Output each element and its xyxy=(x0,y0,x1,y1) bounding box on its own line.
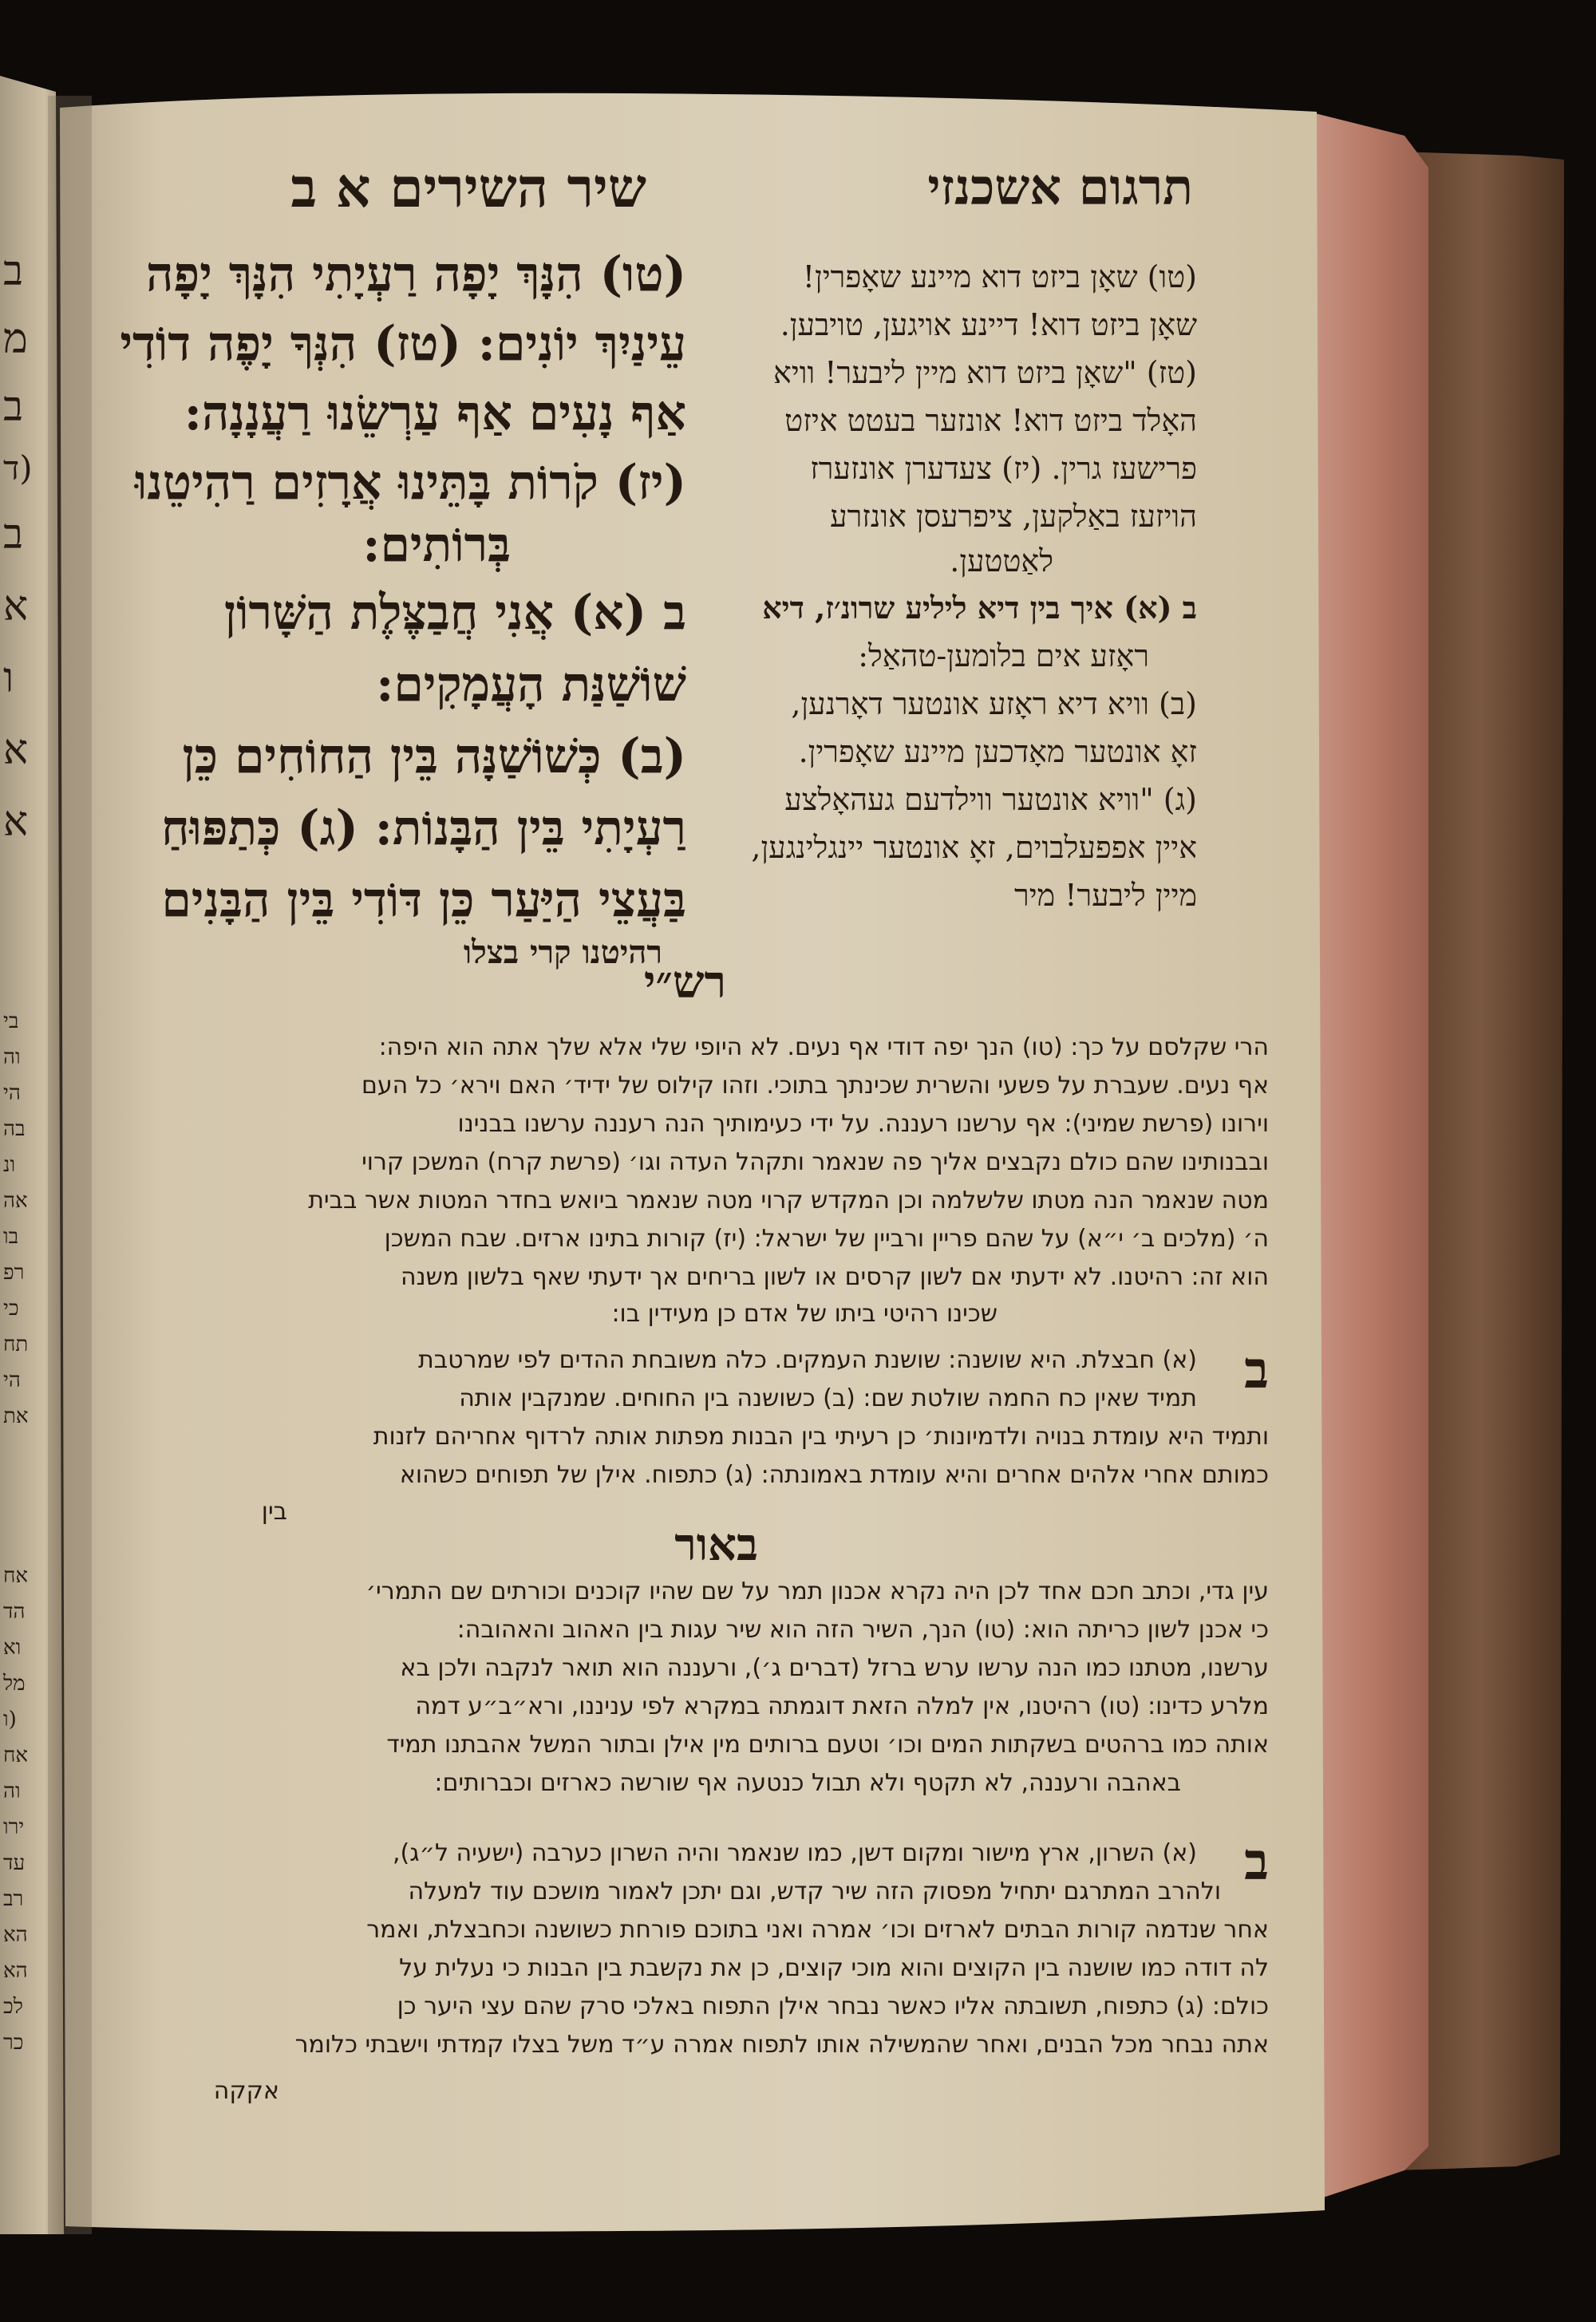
left-margin-glyph: בה xyxy=(3,1117,26,1141)
left-margin-glyph: הא xyxy=(3,1959,28,1983)
left-margin-glyph: הי xyxy=(3,1081,21,1105)
hebrew-line: בַּעֲצֵי הַיַּעַר כֵּן דּוֹדִי בֵּין הַבָּנִים xyxy=(161,872,686,928)
biur-line: ולהרב המתרגם יתחיל מפסוק הזה שיר קדש, וגם יתכן לאמור מושכם עוד למעלה xyxy=(408,1878,1221,1905)
biur-line: אחר שנדמה קורות הבתים לארזים וכו׳ אמרה ואני בתוכם פורחת כשושנה וכחבצלת, ואמר xyxy=(366,1916,1269,1944)
left-margin-glyph: הד xyxy=(3,1600,26,1624)
biur-line: (א) השרון, ארץ מישור ומקום דשן, כמו שנאמר והיה השרון כערבה (ישעיה ל״ג), xyxy=(393,1839,1197,1867)
biur-line: מלרע כדינו: (טו) רהיטנו, אין למלה הזאת דוגמתה במקרא לפי עניננו, ורא״ב״ע דמה xyxy=(415,1692,1269,1720)
yiddish-line: לאַטטען. xyxy=(950,543,1053,579)
rashi-line: (א) חבצלת. היא שושנה: שושנת העמקים. כלה משובחת ההדים לפי שמרטבת xyxy=(418,1346,1197,1374)
hebrew-line: (טו) הִנָּךְ יָפָה רַעְיָתִי הִנָּךְ יָפָה xyxy=(145,247,686,302)
rashi-line: וירונו (פרשת שמיני): אף ערשנו רעננה. על ידי כעימותיך הנה רעננה ערשנו בבנינו xyxy=(457,1110,1269,1138)
left-margin-glyph: בו xyxy=(3,1225,19,1249)
hebrew-line: בְּרוֹתִים: xyxy=(362,517,511,573)
hebrew-line: (יז) קֹרוֹת בָּתֵּינוּ אֲרָזִים רַהִיטֵנוּ xyxy=(134,455,686,511)
hebrew-line: אַף נָעִים אַף עַרְשֵׂנוּ רַעֲנָנָה: xyxy=(184,385,686,441)
yiddish-line: (טו) שאָן ביזט דוא מיינע שאָפרין! xyxy=(802,259,1197,294)
biur-line: כולם: (ג) כתפוח, תשובתה אליו כאשר נבחר אילן התפוח באלכי סרק שהם עצי היער כן xyxy=(397,1992,1269,2020)
biur-line: אתה נבחר מכל הבנים, ואחר שהמשילה אותו לתפוח אמרה ע״ד משל בצלו קמדתי וישבתי כלומר xyxy=(294,2031,1269,2059)
main-page xyxy=(56,94,1317,2233)
left-margin-glyph: אח xyxy=(3,1564,28,1588)
catchword: אקקה xyxy=(213,2077,279,2105)
yiddish-line: ראָזע אים בלומען-טהאַל: xyxy=(858,638,1149,673)
rashi-line: ה׳ (מלכים ב׳ י״א) על שהם פריין ורביין של ישראל: (יז) קורות בתינו ארזים. שבח המשכן xyxy=(384,1225,1269,1253)
left-margin-glyph: בי xyxy=(3,1009,19,1033)
left-margin-glyph: ו xyxy=(3,654,14,702)
left-margin-glyph: ב xyxy=(3,383,24,431)
left-margin-glyph: ב xyxy=(3,511,24,559)
rashi-heading: רש״י xyxy=(643,956,726,1009)
hebrew-line: (ב) כְּשׁוֹשַׁנָּה בֵּין הַחוֹחִים כֵּן xyxy=(182,729,686,784)
rashi-line: אף נעים. שעברת על פשעי והשרית שכינתך בתוכי. וזהו קילוס של ידיד׳ האם וירא׳ כל העם xyxy=(361,1072,1269,1100)
left-margin-glyph: כי xyxy=(3,1297,19,1321)
left-margin-glyph: תח xyxy=(3,1333,29,1356)
rashi-line: ובבנותינו שהם כולם נקבצים אליך פה שנאמר ותקהל העדה וגו׳ (פרשת קרח) המשכן קרוי xyxy=(361,1148,1269,1176)
biur-chapter-marker: ב xyxy=(1244,1832,1269,1892)
yiddish-line: מיין ליבער! מיר xyxy=(1014,878,1197,913)
yiddish-line: האָלד ביזט דוא! אונזער בעטט איזט xyxy=(784,403,1197,438)
yiddish-line: (ג) "וויא אונטער ווילדעם געהאָלצע xyxy=(784,782,1197,817)
biur-line: כי אכנן לשון כריתה הוא: (טו) הנך, השיר הזה הוא שיר עגות בין האהוב והאהובה: xyxy=(456,1616,1269,1644)
left-margin-glyph: את xyxy=(3,1404,29,1428)
left-margin-glyph: וא xyxy=(3,1636,22,1660)
left-margin-glyph: (ו xyxy=(3,1708,17,1732)
yiddish-line: (ב) וויא דיא ראָזע אונטער דאָרנען, xyxy=(791,686,1197,721)
left-margin-glyph: רפ xyxy=(3,1261,25,1285)
biur-line: לה דודה כמו שושנה בין הקוצים והוא מוכי קוצים, כן את נקשבת בין הבנות כי נעלית על xyxy=(399,1954,1269,1982)
header-left-title: תרגום אשכנזי xyxy=(927,158,1193,216)
header-right-title: שיר השירים א ב xyxy=(290,156,646,220)
hebrew-line: רַעְיָתִי בֵּין הַבָּנוֹת: (ג) כְּתַפּוּחַ xyxy=(160,800,686,856)
left-margin-glyph: מ xyxy=(3,315,28,363)
biur-line: ערשנו, מטתנו כמו הנה ערשו ערש ברזל (דברים ג׳), ורעננה הוא תואר לנקבה ולכן בא xyxy=(400,1654,1269,1682)
left-margin-glyph: (ד xyxy=(3,448,33,488)
rashi-line: כמותם אחרי אלהים אחרים והיא עומדת באמונתה: (ג) כתפוח. אילן של תפוחים כשהוא xyxy=(399,1461,1269,1489)
left-margin-glyph: ירו xyxy=(3,1815,25,1839)
rashi-line: ותמיד היא עומדת בנויה ולדמיונות׳ כן רעיתי בין הבנות מפתות אותה לרדוף אחריהם לזנות xyxy=(373,1423,1269,1451)
left-margin-glyph: אה xyxy=(3,1189,28,1213)
left-margin-glyph: וה xyxy=(3,1045,21,1069)
hebrew-qere-note: רהיטנו קרי בצלו xyxy=(463,934,662,971)
yiddish-line: הויזעז באַלקען, ציפרעסן אונזרע xyxy=(830,499,1197,534)
left-margin-glyph: א xyxy=(3,582,29,630)
left-margin-glyph: רב xyxy=(3,1887,24,1911)
left-margin-glyph: ב xyxy=(3,247,24,295)
left-margin-glyph: וה xyxy=(3,1779,21,1803)
rashi-line: בין xyxy=(261,1498,287,1526)
biur-heading: באור xyxy=(674,1518,758,1571)
rashi-line: מטה שנאמר הנה מטתו שלשלמה וכן המקדש קרוי מטה שנאמר ביואש בחדר המטות אשר בבית xyxy=(308,1187,1269,1214)
hebrew-line: שׁוֹשַׁנַּת הָעֲמָקִים: xyxy=(376,657,686,713)
left-margin-glyph: הא xyxy=(3,1923,28,1947)
rashi-line: הוא זה: רהיטנו. לא ידעתי אם לשון קרסים או לשון בריחים אך ידעתי שאף בלשון משנה xyxy=(401,1263,1269,1291)
left-margin-glyph: עד xyxy=(3,1851,26,1875)
left-margin-glyph: א xyxy=(3,726,29,774)
rashi-line: שכינו רהיטי ביתו של אדם כן מעידין בו: xyxy=(611,1300,998,1328)
biur-line: באהבה ורעננה, לא תקטף ולא תבול כנטעה אף שורשה כארזים וכברותים: xyxy=(434,1769,1181,1797)
biur-line: אותה כמו ברהטים בשקתות המים וכו׳ וטעם ברותים מין אילן ובתור המשל אהבתנו תמיד xyxy=(386,1731,1269,1759)
yiddish-line: איין אפפעלבוים, זאָ אונטער יינגלינגען, xyxy=(751,830,1197,865)
left-margin-glyph: ונ xyxy=(3,1153,16,1177)
left-margin-glyph: לכ xyxy=(3,1995,23,2019)
rashi-chapter-marker: ב xyxy=(1244,1341,1269,1400)
left-margin-glyph: מל xyxy=(3,1672,26,1696)
left-page-edge xyxy=(0,239,56,2154)
yiddish-line: ב (א) איך בין דיא ליליע שרונ׳ז, דיא xyxy=(762,590,1197,626)
left-margin-glyph: הי xyxy=(3,1368,21,1392)
left-margin-glyph: א xyxy=(3,798,29,846)
yiddish-line: (טז) "שאָן ביזט דוא מיין ליבער! וויא xyxy=(772,355,1197,390)
yiddish-line: שאָן ביזט דוא! דיינע אויגען, טויבען. xyxy=(780,307,1197,342)
rashi-line: תמיד שאין כח החמה שולטת שם: (ב) כשושנה בין החוחים. שמנקבין אותה xyxy=(459,1384,1197,1412)
rashi-line: הרי שקלסם על כך: (טו) הנך יפה דודי אף נעים. לא היופי שלי אלא שלך אתה הוא היפה: xyxy=(378,1033,1269,1061)
left-margin-glyph: כר xyxy=(3,2031,24,2055)
hebrew-line: עֵינַיִךְ יוֹנִים: (טז) הִנְּךָ יָפֶה דוֹדִי xyxy=(120,316,686,372)
biur-line: עין גדי, וכתב חכם אחד לכן היה נקרא אכנון תמר על שם שהיו קוכנים וכורתים שם התמרי׳ xyxy=(365,1578,1269,1605)
hebrew-line: ב (א) אֲנִי חֲבַצֶּלֶת הַשָּׁרוֹן xyxy=(223,585,686,641)
left-margin-glyph: אח xyxy=(3,1743,28,1767)
yiddish-line: פרישעז גרין. (יז) צעדערן אונזערז xyxy=(810,451,1197,486)
yiddish-line: זאָ אונטער מאָדכען מיינע שאָפרין. xyxy=(798,734,1197,769)
